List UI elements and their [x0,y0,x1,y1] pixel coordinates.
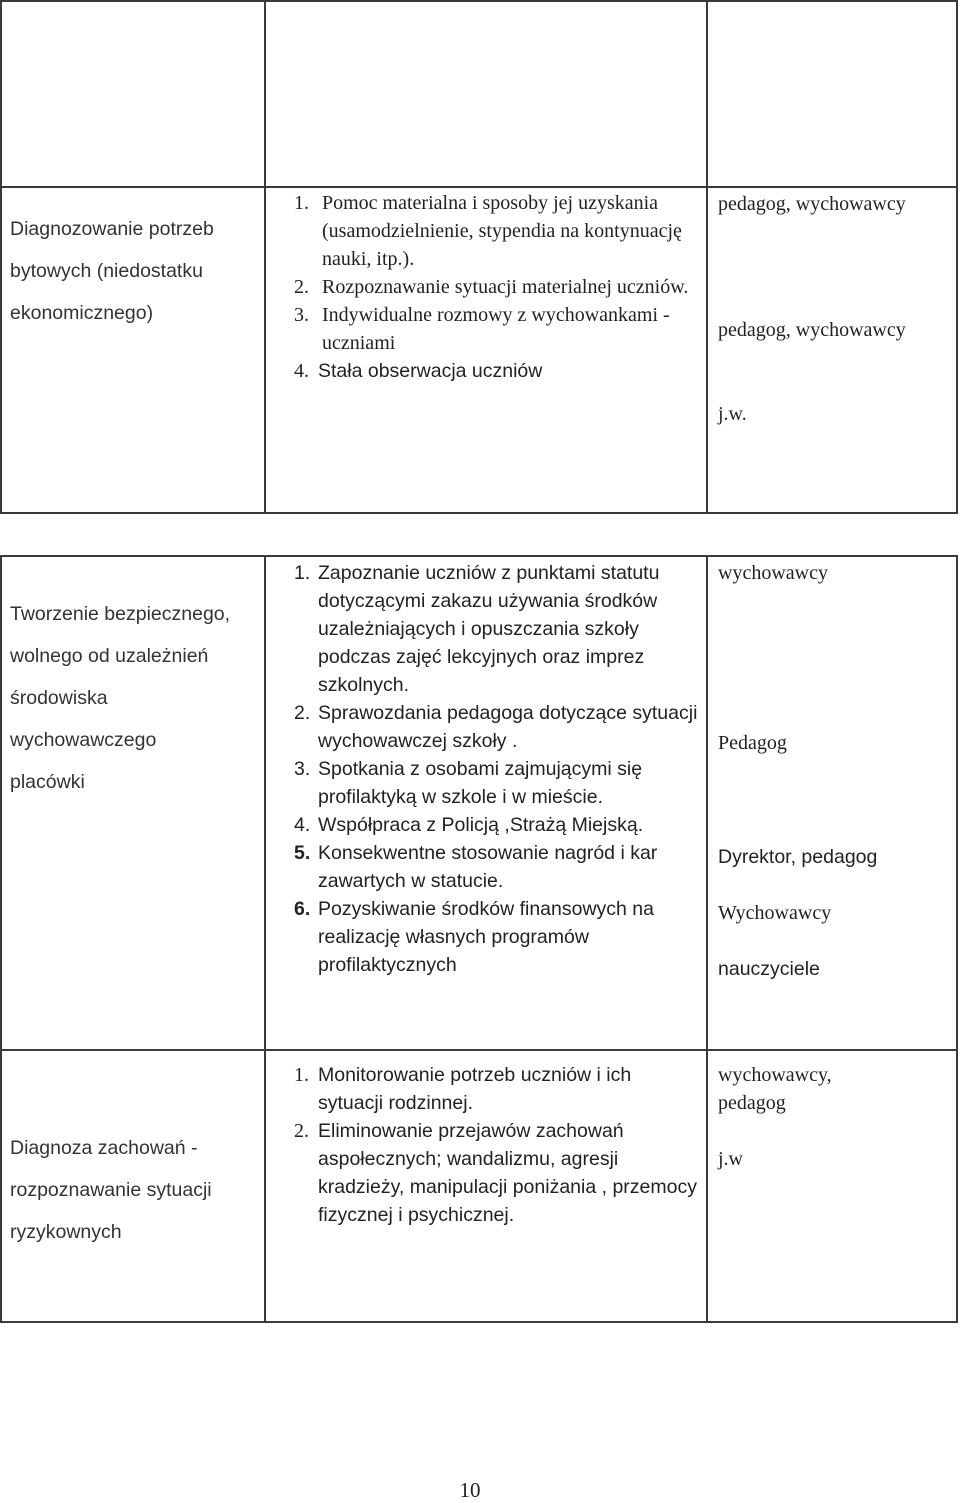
actions-cell [265,1050,707,1322]
area-line: wychowawczego [10,729,157,751]
actions-list [266,1061,706,1229]
responsible-cell [707,1,957,187]
area-cell [1,187,265,513]
responsible-line: wychowawcy [718,562,828,584]
responsible-line: j.w. [718,403,747,425]
actions-list [266,559,706,979]
area-line: Diagnoza zachowań - [10,1137,198,1159]
responsible-line: j.w [718,1148,743,1170]
list-item: 5. Konsekwentne stosowanie nagród i kar zawartych w statucie. [294,842,658,892]
area-line: ekonomicznego) [10,302,154,324]
area-cell [1,1050,265,1322]
responsible-cell [707,556,957,1050]
table-top [0,0,958,514]
list-item: 3. Spotkania z osobami zajmującymi się profilaktyką w szkole i w mieście. [294,758,643,808]
list-item: 2. Rozpoznawanie sytuacji materialnej uczniów. [294,276,689,298]
responsible-cell [707,1050,957,1322]
list-item: 2. Sprawozdania pedagoga dotyczące sytuacji wychowawczej szkoły . [294,702,698,752]
actions-cell [265,187,707,513]
responsible-cell [707,187,957,513]
area-line: ryzykownych [10,1221,122,1243]
responsible-line: Wychowawcy [718,902,832,924]
actions-cell [265,1,707,187]
list-item: 1. Monitorowanie potrzeb uczniów i ich sytuacji rodzinnej. [294,1064,632,1114]
area-line: Diagnozowanie potrzeb [10,218,214,240]
actions-list [266,189,706,385]
table-row [1,556,957,1050]
area-line: bytowych (niedostatku [10,260,203,282]
list-item: 4. Współpraca z Policją ,Strażą Miejską. [294,814,644,836]
area-cell [1,1,265,187]
responsible-line: Pedagog [718,732,787,754]
list-item: 4. Stała obserwacja uczniów [294,360,543,382]
list-item: 6. Pozyskiwanie środków finansowych na realizację własnych programów profilaktycznych [294,898,654,976]
area-cell [1,556,265,1050]
table-bottom [0,555,958,1323]
list-item: 1. Zapoznanie uczniów z punktami statutu dotyczącymi zakazu używania środków uzależniających i opuszczania szkoły podczas zajęć lekcyjnych oraz imprez szkolnych. [294,562,660,696]
list-item: 1. Pomoc materialna i sposoby jej uzyskania (usamodzielnienie, stypendia na kontynuację nauki, itp.). [294,192,682,270]
page-number: 10 [459,1478,481,1502]
responsible-line: pedagog, wychowawcy [718,319,906,341]
table-row [1,187,957,513]
area-line: rozpoznawanie sytuacji [10,1179,212,1201]
responsible-line: Dyrektor, pedagog [718,846,878,868]
responsible-line: pedagog, wychowawcy [718,193,906,215]
area-line: placówki [10,771,85,793]
responsible-line: wychowawcy, pedagog [718,1064,832,1114]
responsible-line: nauczyciele [718,958,820,980]
area-line: środowiska [10,687,108,709]
list-item: 2. Eliminowanie przejawów zachowań aspołecznych; wandalizmu, agresji kradzieży, manipulacji poniżania , przemocy fizycznej i psychicznej. [294,1120,697,1226]
area-line: wolnego od uzależnień [10,645,209,667]
table-row [1,1050,957,1322]
actions-cell [265,556,707,1050]
table-row [1,1,957,187]
area-line: Tworzenie bezpiecznego, [10,603,231,625]
list-item: 3. Indywidualne rozmowy z wychowankami - uczniami [294,304,670,354]
